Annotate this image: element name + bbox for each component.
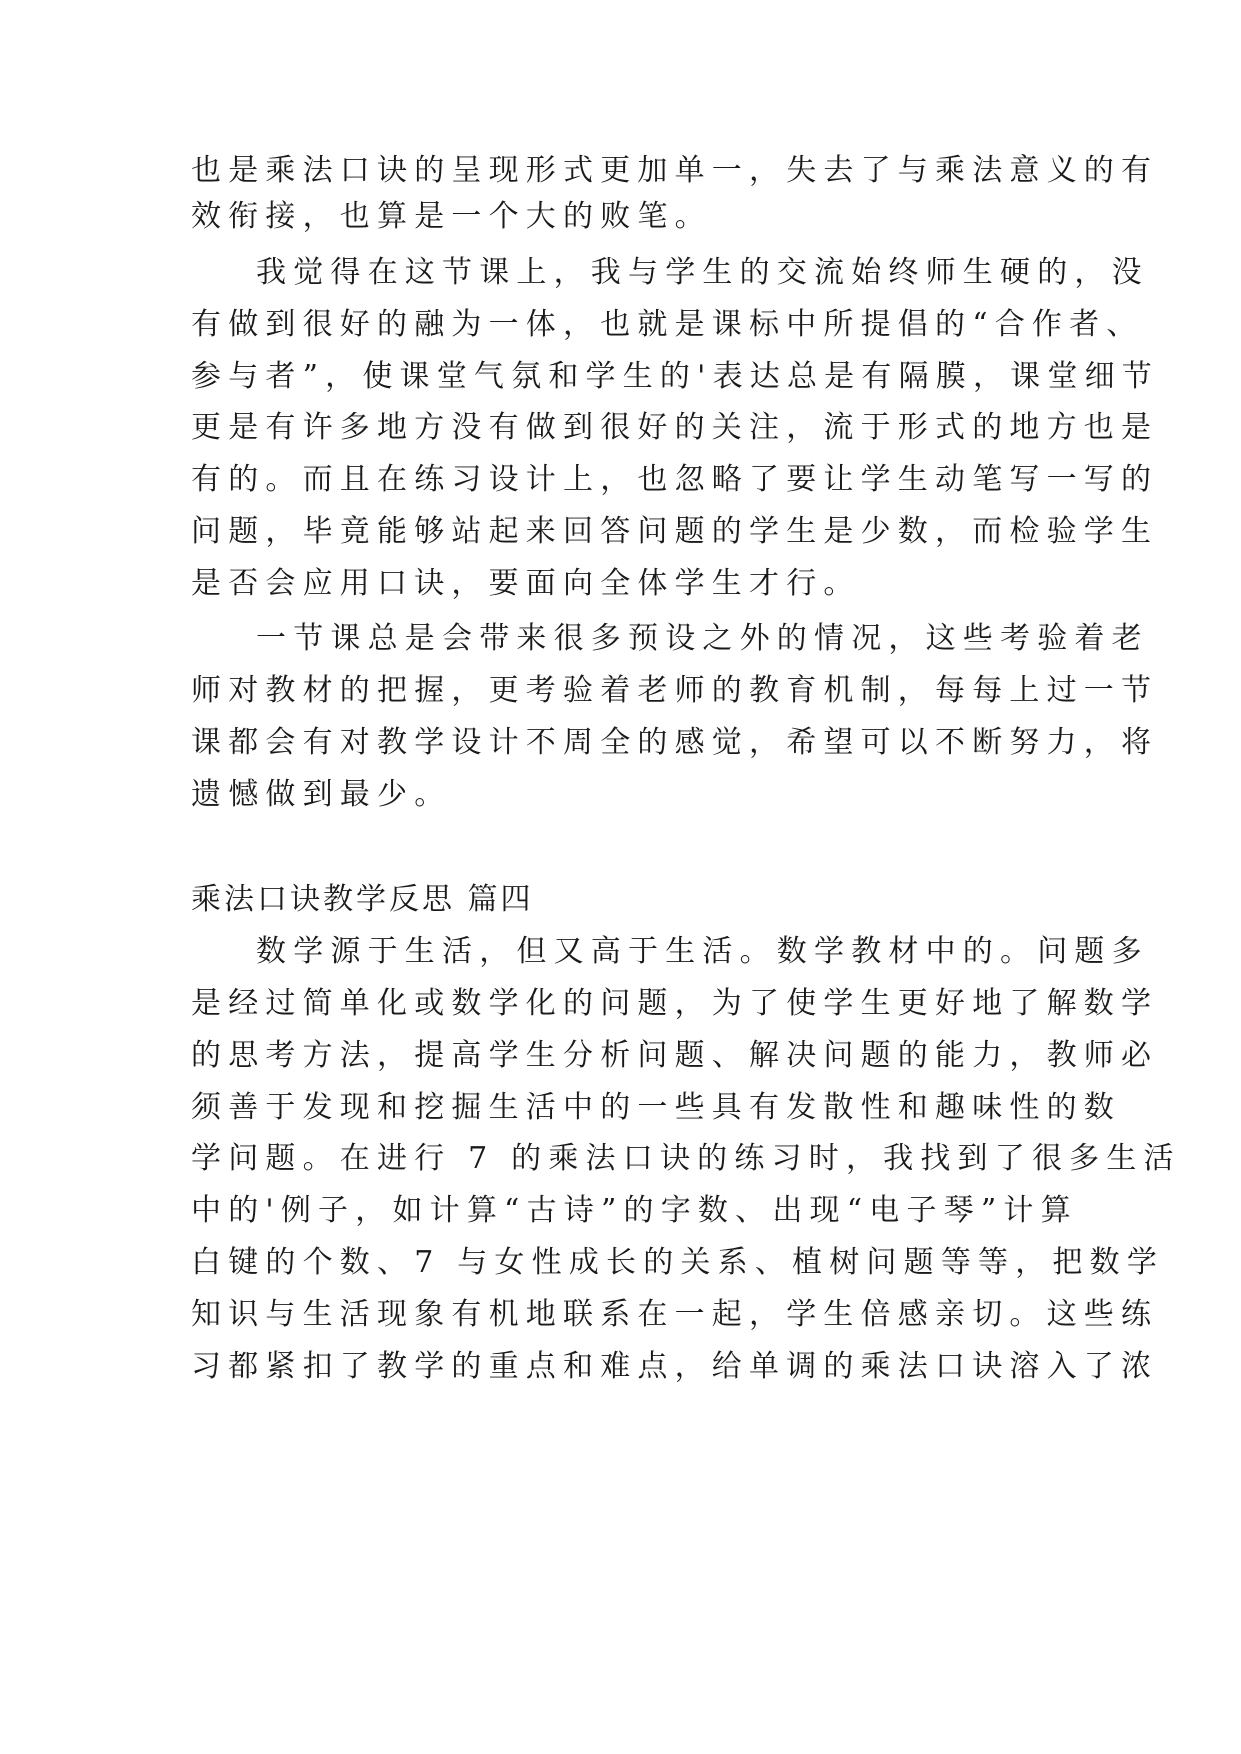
paragraph-line: 效衔接，也算是一个大的败笔。	[191, 199, 712, 234]
paragraph-line: 须善于发现和挖掘生活中的一些具有发散性和趣味性的数	[191, 1090, 1121, 1125]
paragraph-line: 的思考方法，提高学生分析问题、解决问题的能力，教师必	[191, 1038, 1159, 1073]
paragraph-line: 一节课总是会带来很多预设之外的情况，这些考验着老	[256, 621, 1149, 656]
paragraph-line: 中的'例子，如计算“古诗”的字数、出现“电子琴”计算	[191, 1193, 1078, 1228]
paragraph-line: 师对教材的把握，更考验着老师的教育机制，每每上过一节	[191, 673, 1159, 708]
paragraph-line: 遗憾做到最少。	[191, 777, 452, 812]
paragraph-line: 课都会有对教学设计不周全的感觉，希望可以不断努力，将	[191, 725, 1159, 760]
section-heading: 乘法口诀教学反思 篇四	[191, 882, 534, 917]
paragraph-line: 习都紧扣了教学的重点和难点，给单调的乘法口诀溶入了浓	[191, 1349, 1159, 1384]
paragraph-line: 也是乘法口诀的呈现形式更加单一，失去了与乘法意义的有	[191, 153, 1159, 188]
paragraph-line: 知识与生活现象有机地联系在一起，学生倍感亲切。这些练	[191, 1297, 1159, 1332]
paragraph-line: 我觉得在这节课上，我与学生的交流始终师生硬的，没	[256, 255, 1149, 290]
paragraph-line: 数学源于生活，但又高于生活。数学教材中的。问题多	[256, 934, 1149, 969]
paragraph-line: 更是有许多地方没有做到很好的关注，流于形式的地方也是	[191, 410, 1159, 445]
paragraph-line: 参与者”，使课堂气氛和学生的'表达总是有隔膜，课堂细节	[191, 359, 1159, 394]
paragraph-line: 问题，毕竟能够站起来回答问题的学生是少数，而检验学生	[191, 514, 1159, 549]
paragraph-line: 白键的个数、7 与女性成长的关系、植树问题等等，把数学	[191, 1245, 1165, 1280]
paragraph-line: 学问题。在进行 7 的乘法口诀的练习时，我找到了很多生活	[191, 1141, 1181, 1176]
paragraph-line: 是否会应用口诀，要面向全体学生才行。	[191, 566, 861, 601]
paragraph-line: 是经过简单化或数学化的问题，为了使学生更好地了解数学	[191, 986, 1159, 1021]
paragraph-line: 有做到很好的融为一体，也就是课标中所提倡的“合作者、	[191, 307, 1144, 342]
paragraph-line: 有的。而且在练习设计上，也忽略了要让学生动笔写一写的	[191, 462, 1159, 497]
